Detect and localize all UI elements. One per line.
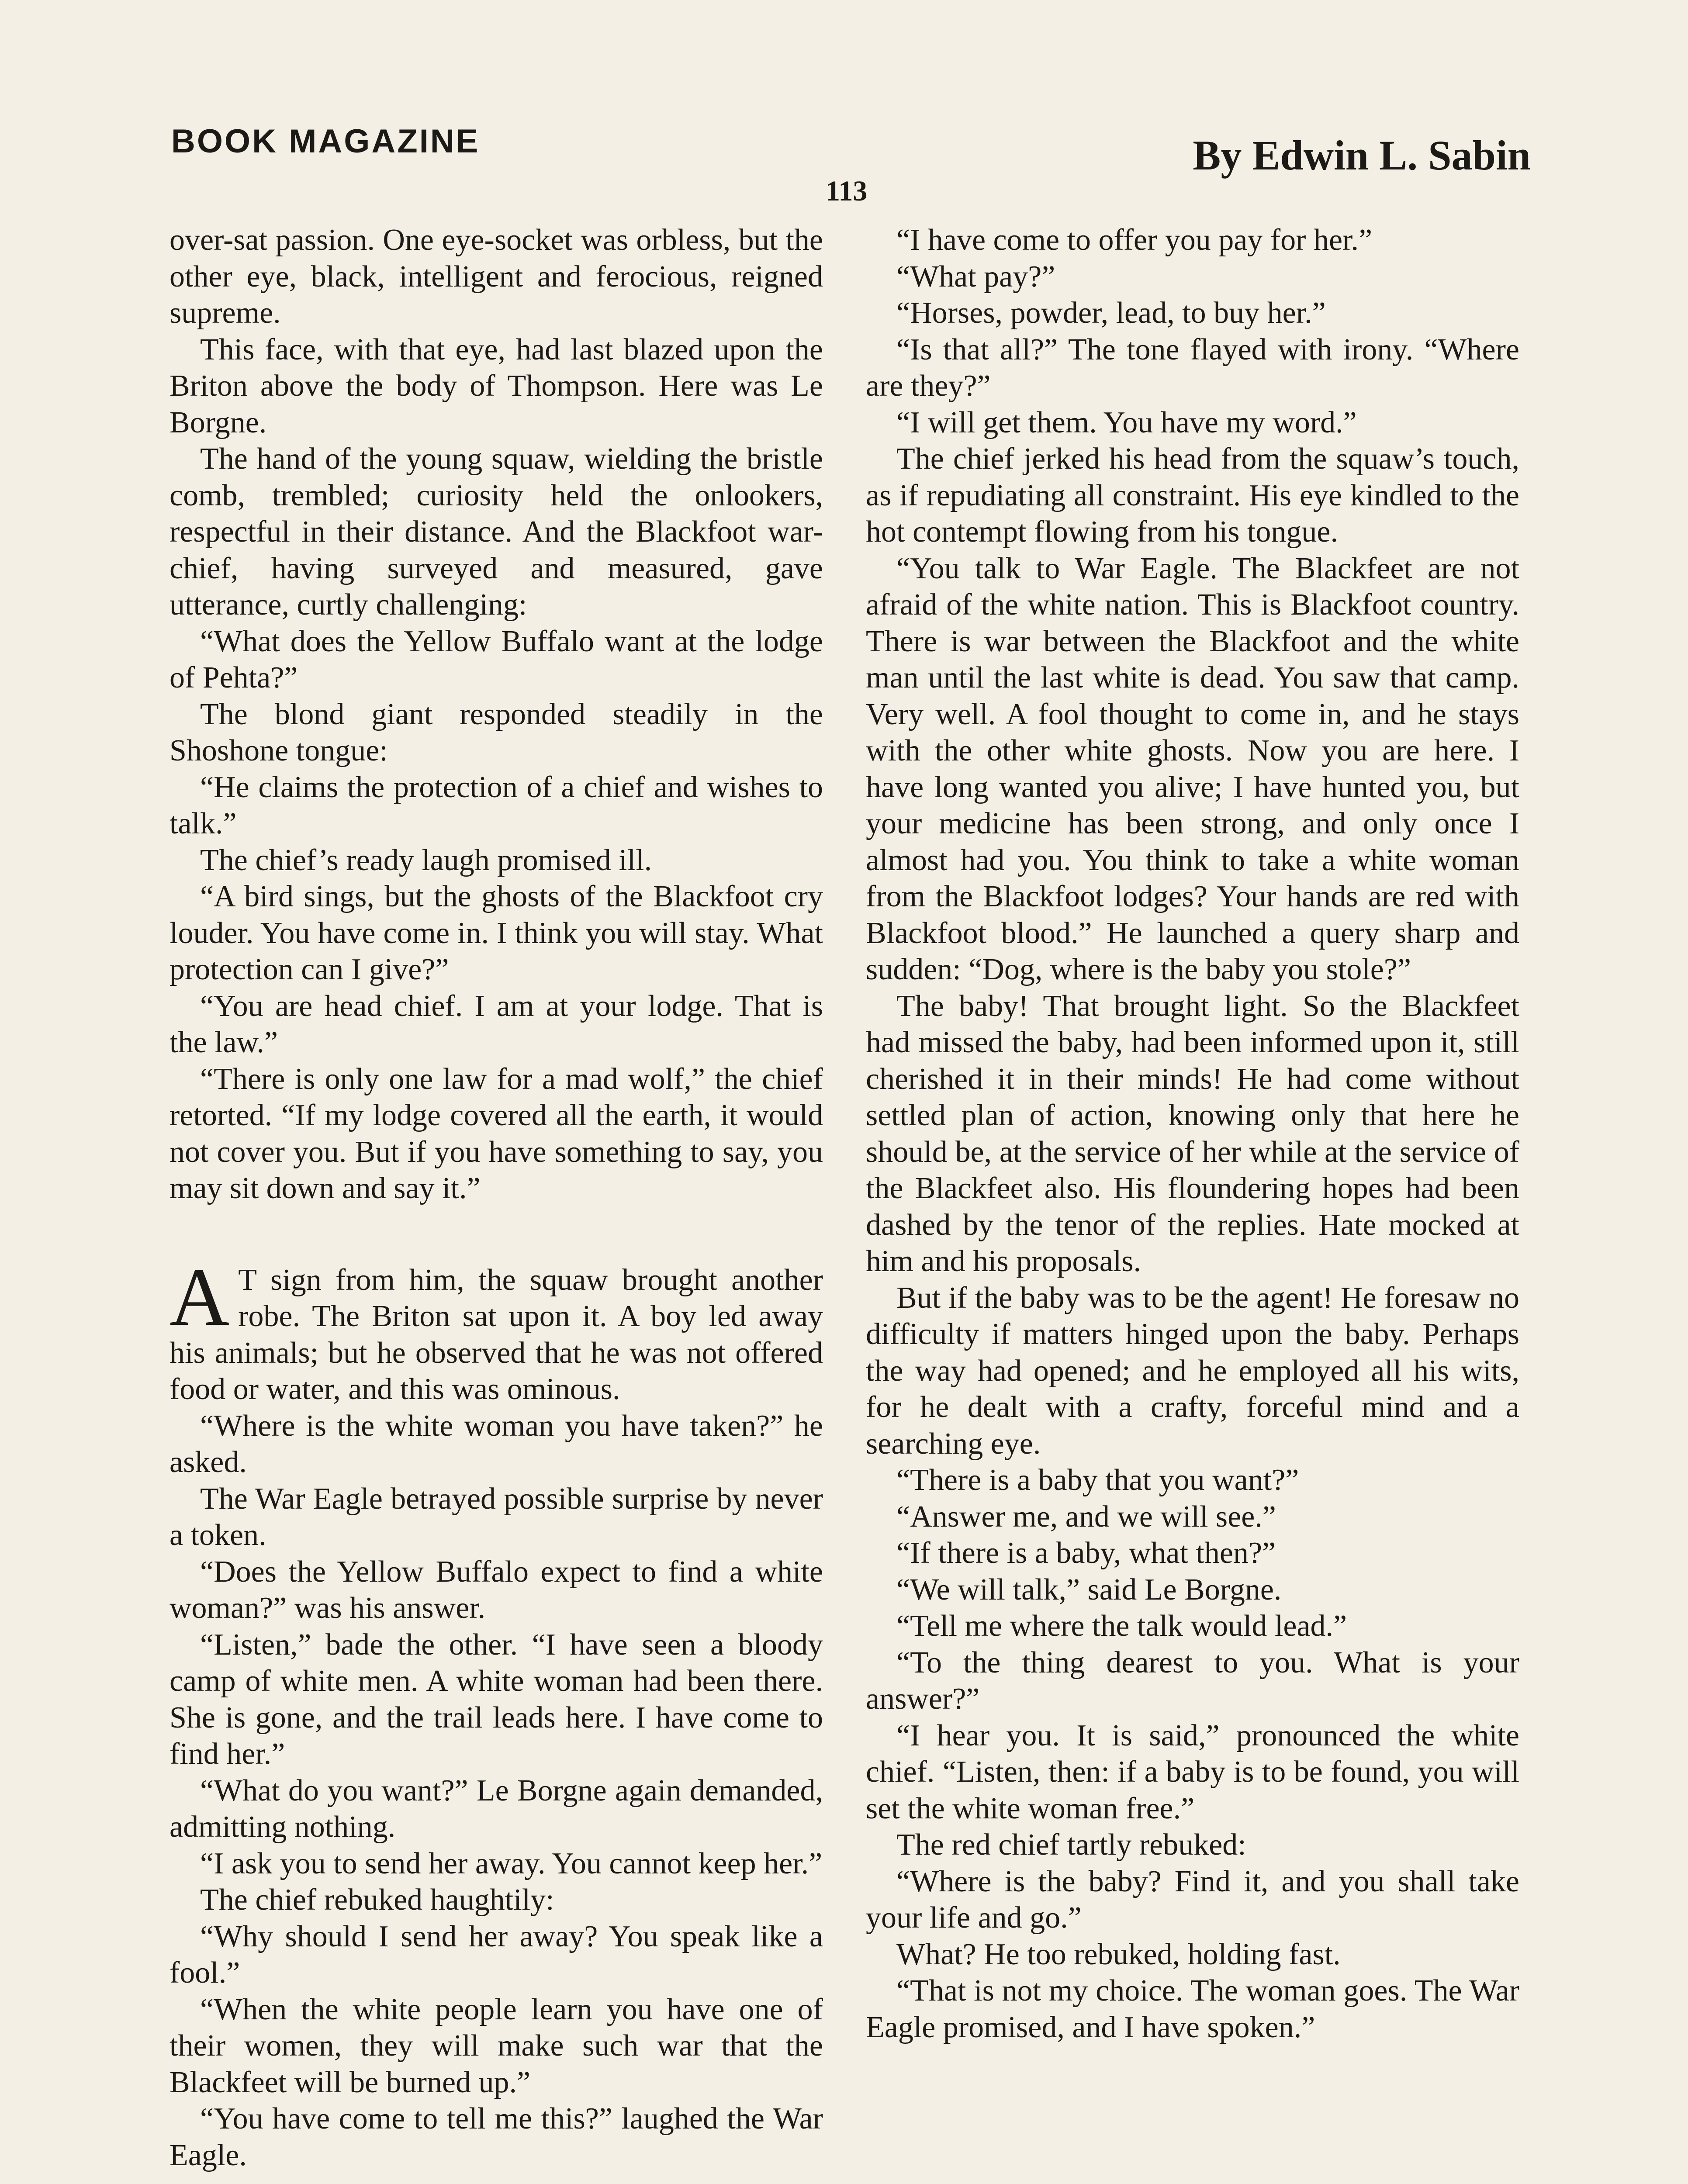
paragraph: “What pay?” [896, 259, 1055, 294]
paragraph: “A bird sings, but the ghosts of the Blackfoot cry louder. You have come in. I think you will stay. What protection can I give?” [169, 880, 823, 986]
author-byline: By Edwin L. Sabin [1193, 132, 1531, 179]
paragraph: “Answer me, and we will see.” [896, 1500, 1276, 1534]
paragraph: The chief rebuked haughtily: [200, 1883, 554, 1917]
paragraph: The chief’s ready laugh promised ill. [200, 843, 652, 877]
paragraph: “I will get them. You have my word.” [896, 405, 1357, 439]
paragraph: The blond giant responded steadily in the Shoshone tongue: [169, 697, 823, 767]
paragraph: “You have come to tell me this?” laughed the War Eagle. [169, 2102, 823, 2172]
paragraph: What? He too rebuked, holding fast. [896, 1937, 1341, 1971]
paragraph: This face, with that eye, had last blazed upon the Briton above the body of Thompson. Here was Le Borgne. [169, 332, 823, 439]
paragraph: The baby! That brought light. So the Blackfeet had missed the baby, had been informed upon it, still cherished it in their minds! He had come without settled plan of action, knowing only that here he should be, at the service of her while at the service of the Blackfeet also. His floundering hopes had been dashed by the tenor of the replies. Hate mocked at him and his proposals. [866, 989, 1519, 1278]
paragraph: “What does the Yellow Buffalo want at the lodge of Pehta?” [169, 624, 823, 695]
paragraph: “We will talk,” said Le Borgne. [896, 1572, 1282, 1607]
paragraph: The hand of the young squaw, wielding the bristle comb, trembled; curiosity held the onlookers, respectful in their distance. And the Blackfoot war-chief, having surveyed and measured, gave utterance, curtly challenging: [169, 442, 823, 622]
dropcap-paragraph [169, 1251, 823, 1408]
paragraph: “Why should I send her away? You speak like a fool.” [169, 1919, 823, 1990]
paragraph: “You talk to War Eagle. The Blackfeet are not afraid of the white nation. This is Blackfoot country. There is war between the Blackfoot and the white man until the last white is dead. You saw that camp. Very well. A fool thought to come in, and he stays with the other white ghosts. Now you are here. I have long wanted you alive; I have hunted you, but your medicine has been strong, and only once I almost had you. You think to take a white woman from the Blackfoot lodges? Your hands are red with Blackfoot blood.” He launched a query sharp and sudden: “Dog, where is the baby you stole?” [866, 551, 1519, 986]
paragraph: “Horses, powder, lead, to buy her.” [896, 296, 1326, 330]
paragraph: “Where is the white woman you have taken?” he asked. [169, 1409, 823, 1479]
magazine-title: BOOK MAGAZINE [171, 123, 480, 160]
right-column [866, 222, 1519, 2184]
paragraph: “Tell me where the talk would lead.” [896, 1609, 1347, 1643]
paragraph: The War Eagle betrayed possible surprise by never a token. [169, 1482, 823, 1552]
paragraph: “If there is a baby, what then?” [896, 1536, 1276, 1570]
paragraph: The red chief tartly rebuked: [896, 1828, 1246, 1862]
paragraph: “Listen,” bade the other. “I have seen a bloody camp of white men. A white woman had been there. She is gone, and the trail leads here. I have come to find her.” [169, 1628, 823, 1771]
paragraph: But if the baby was to be the agent! He foresaw no difficulty if matters hinged upon the baby. Perhaps the way had opened; and he employed all his wits, for he dealt with a crafty, forceful mind and a searching eye. [866, 1281, 1519, 1461]
paragraph: The chief jerked his head from the squaw’s touch, as if repudiating all constraint. His eye kindled to the hot contempt flowing from his tongue. [866, 442, 1519, 549]
paragraph: “What do you want?” Le Borgne again demanded, admitting nothing. [169, 1773, 823, 1844]
left-column [169, 222, 823, 2184]
paragraph: “There is only one law for a mad wolf,” the chief retorted. “If my lodge covered all the earth, it would not cover you. But if you have something to say, you may sit down and say it.” [169, 1062, 823, 1205]
paragraph: “I ask you to send her away. You cannot keep her.” [200, 1846, 823, 1880]
page-number: 113 [826, 175, 868, 207]
dropcap-text: T sign from him, the squaw brought another robe. The Briton sat upon it. A boy led away his animals; but he observed that he was not offered food or water, and this was ominous. [169, 1263, 823, 1406]
paragraph: “Where is the baby? Find it, and you shall take your life and go.” [866, 1864, 1519, 1935]
paragraph: “He claims the protection of a chief and wishes to talk.” [169, 770, 823, 840]
paragraph: “I have come to offer you pay for her.” [896, 223, 1373, 257]
paragraph: “You are head chief. I am at your lodge. That is the law.” [169, 989, 823, 1059]
paragraph: “Does the Yellow Buffalo expect to find a white woman?” was his answer. [169, 1555, 823, 1625]
section-break [169, 1207, 823, 1262]
paragraph: over-sat passion. One eye-socket was orbless, but the other eye, black, intelligent and ferocious, reigned supreme. [169, 223, 823, 330]
paragraph: “When the white people learn you have one of their women, they will make such war that the Blackfeet will be burned up.” [169, 1992, 823, 2099]
paragraph: “Is that all?” The tone flayed with irony. “Where are they?” [866, 332, 1519, 403]
paragraph: “I hear you. It is said,” pronounced the white chief. “Listen, then: if a baby is to be found, you will set the white woman free.” [866, 1718, 1519, 1825]
dropcap-letter: A [169, 1251, 230, 1343]
paragraph: “There is a baby that you want?” [896, 1463, 1299, 1497]
paragraph: “To the thing dearest to you. What is your answer?” [866, 1645, 1519, 1716]
paragraph: “That is not my choice. The woman goes. The War Eagle promised, and I have spoken.” [866, 1974, 1519, 2044]
